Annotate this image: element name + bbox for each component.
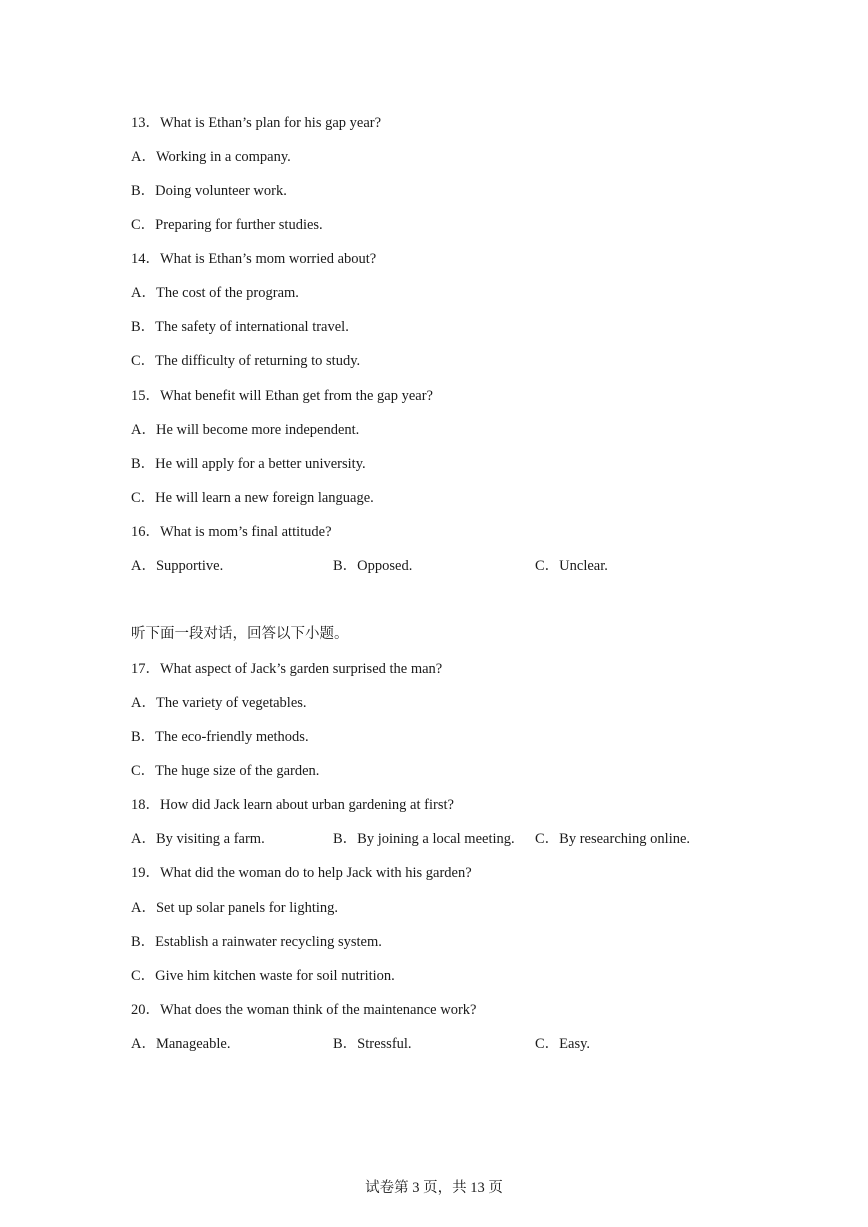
option-14c: C．The difficulty of returning to study.: [131, 353, 361, 369]
option-16a: A．Supportive.: [131, 558, 224, 574]
option-18c: C．By researching online.: [535, 831, 691, 847]
option-20a: A．Manageable.: [131, 1036, 231, 1052]
option-16b: B．Opposed.: [333, 558, 413, 574]
option-15b: B．He will apply for a better university.: [131, 456, 366, 472]
option-17a: A．The variety of vegetables.: [131, 695, 307, 711]
option-18b: B．By joining a local meeting.: [333, 831, 515, 847]
question-16: 16．What is mom’s final attitude?: [131, 524, 332, 540]
question-15: 15．What benefit will Ethan get from the gap year?: [131, 388, 433, 404]
question-18: 18．How did Jack learn about urban gardening at first?: [131, 797, 454, 813]
option-19a: A．Set up solar panels for lighting.: [131, 900, 339, 916]
section-instruction: 听下面一段对话，回答以下小题。: [131, 626, 349, 642]
option-18a: A．By visiting a farm.: [131, 831, 265, 847]
option-15a: A．He will become more independent.: [131, 422, 360, 438]
option-17c: C．The huge size of the garden.: [131, 763, 320, 779]
option-20c: C．Easy.: [535, 1036, 591, 1052]
question-14: 14．What is Ethan’s mom worried about?: [131, 251, 377, 267]
option-13a: A．Working in a company.: [131, 149, 291, 165]
option-19b: B．Establish a rainwater recycling system.: [131, 934, 382, 950]
option-19c: C．Give him kitchen waste for soil nutrition.: [131, 968, 395, 984]
option-16c: C．Unclear.: [535, 558, 608, 574]
question-19: 19．What did the woman do to help Jack with his garden?: [131, 865, 472, 881]
option-15c: C．He will learn a new foreign language.: [131, 490, 374, 506]
option-13c: C．Preparing for further studies.: [131, 217, 323, 233]
page-footer: 试卷第 3 页，共 13 页: [365, 1180, 503, 1196]
option-14b: B．The safety of international travel.: [131, 319, 349, 335]
question-20: 20．What does the woman think of the maintenance work?: [131, 1002, 477, 1018]
question-13: 13．What is Ethan’s plan for his gap year?: [131, 115, 382, 131]
option-17b: B．The eco-friendly methods.: [131, 729, 309, 745]
option-14a: A．The cost of the program.: [131, 285, 299, 301]
option-13b: B．Doing volunteer work.: [131, 183, 287, 199]
option-20b: B．Stressful.: [333, 1036, 412, 1052]
question-17: 17．What aspect of Jack’s garden surprised the man?: [131, 661, 443, 677]
